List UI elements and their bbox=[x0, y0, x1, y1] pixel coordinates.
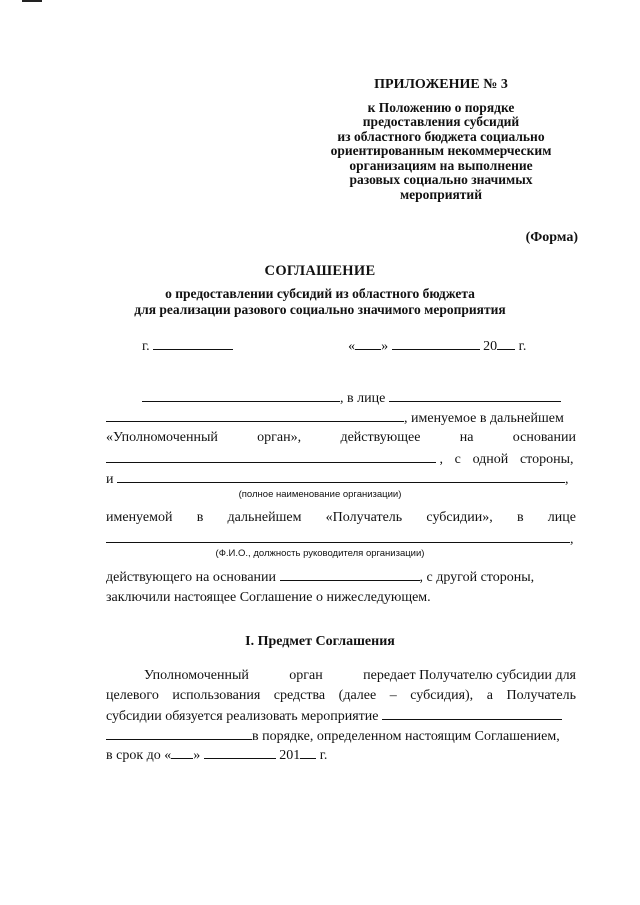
authority-representative-field[interactable] bbox=[389, 389, 561, 402]
head-caption: (Ф.И.О., должность руководителя организации) bbox=[215, 548, 425, 559]
word: субсидии», bbox=[426, 510, 493, 525]
deadline-year-field[interactable] bbox=[300, 746, 316, 759]
word: средства bbox=[273, 688, 326, 703]
appendix-line: из областного бюджета социально bbox=[337, 128, 545, 144]
in-person-text: , в лице bbox=[340, 391, 386, 406]
recipient-basis-field[interactable] bbox=[280, 568, 420, 581]
word: стороны, bbox=[519, 452, 574, 467]
word: действующее bbox=[340, 430, 421, 445]
party2-line1 bbox=[106, 470, 576, 488]
party1-line2 bbox=[106, 409, 576, 427]
section1-line2 bbox=[106, 688, 576, 704]
date-quote-open: « bbox=[348, 339, 356, 354]
word: «Уполномоченный bbox=[106, 430, 218, 445]
event-field-cont[interactable] bbox=[106, 727, 252, 740]
obligation-text: субсидии обязуется реализовать мероприятие bbox=[106, 709, 379, 724]
head-name-field[interactable] bbox=[106, 530, 570, 543]
authority-basis-field[interactable] bbox=[106, 450, 436, 463]
word: передает Получателю субсидии для bbox=[363, 668, 576, 683]
comma: , bbox=[565, 472, 569, 487]
appendix-block bbox=[316, 78, 566, 202]
appendix-line: разовых социально значимых bbox=[349, 172, 533, 187]
word: именуемой bbox=[106, 510, 173, 525]
deadline-year-prefix: 201 bbox=[279, 748, 301, 763]
word: «Получатель bbox=[325, 510, 403, 525]
party2-line5: заключили настоящее Соглашение о нижеследующем. bbox=[106, 590, 431, 605]
appendix-line: предоставления субсидий bbox=[362, 114, 520, 129]
word: субсидия), bbox=[410, 688, 474, 703]
authority-representative-field-cont[interactable] bbox=[106, 409, 404, 422]
word: в bbox=[516, 510, 524, 525]
word: , bbox=[439, 452, 443, 467]
place-date-row bbox=[142, 337, 562, 355]
year-field[interactable] bbox=[497, 337, 515, 350]
party2-line2 bbox=[106, 510, 576, 526]
appendix-line: к Положению о порядке bbox=[367, 99, 515, 115]
subtitle-line: о предоставлении субсидий из областного бюджета bbox=[165, 286, 475, 301]
word: – bbox=[389, 688, 397, 703]
organization-caption: (полное наименование организации) bbox=[238, 489, 402, 500]
organization-name-field[interactable] bbox=[117, 470, 565, 483]
order-text: в порядке, определенном настоящим Соглашением, bbox=[252, 729, 560, 744]
party1-line3 bbox=[106, 430, 576, 446]
document-subtitle bbox=[0, 286, 640, 318]
party2-line4 bbox=[106, 568, 576, 586]
word: использования bbox=[172, 688, 261, 703]
month-field[interactable] bbox=[392, 337, 480, 350]
appendix-line: ориентированным некоммерческим bbox=[330, 143, 552, 158]
section1-line5 bbox=[106, 746, 576, 764]
acting-suffix: , с другой стороны, bbox=[419, 570, 535, 585]
party1-line1 bbox=[142, 389, 576, 407]
event-field[interactable] bbox=[382, 707, 562, 720]
year-suffix: г. bbox=[518, 339, 527, 354]
word: одной bbox=[472, 452, 509, 467]
party1-line4 bbox=[106, 450, 576, 468]
acting-prefix: действующего на основании bbox=[106, 570, 277, 585]
form-label: (Форма) bbox=[525, 230, 578, 245]
date-quote-close: » bbox=[381, 339, 389, 354]
document-title: СОГЛАШЕНИЕ bbox=[264, 263, 376, 279]
word: основании bbox=[512, 430, 576, 445]
appendix-line: организациям на выполнение bbox=[349, 157, 533, 173]
day-field[interactable] bbox=[355, 337, 381, 350]
word: с bbox=[454, 452, 461, 467]
word: Получатель bbox=[506, 688, 576, 703]
word: целевого bbox=[106, 688, 159, 703]
appendix-heading: ПРИЛОЖЕНИЕ № 3 bbox=[374, 77, 508, 92]
authority-name-field[interactable] bbox=[142, 389, 340, 402]
subtitle-line: для реализации разового социально значимого мероприятия bbox=[134, 302, 506, 317]
deadline-prefix: в срок до « bbox=[106, 748, 172, 763]
scan-mark bbox=[22, 0, 42, 2]
city-field[interactable] bbox=[153, 337, 233, 350]
section1-line4 bbox=[106, 727, 576, 745]
word: дальнейшем bbox=[227, 510, 302, 525]
deadline-quote-close: » bbox=[193, 748, 201, 763]
word: лице bbox=[547, 510, 576, 525]
year-prefix: 20 bbox=[483, 339, 498, 354]
section1-line3 bbox=[106, 707, 576, 725]
deadline-month-field[interactable] bbox=[204, 746, 276, 759]
deadline-year-suffix: г. bbox=[319, 748, 328, 763]
word: в bbox=[196, 510, 204, 525]
section1-line1 bbox=[144, 668, 576, 684]
party2-line3 bbox=[106, 530, 576, 548]
word: Уполномоченный bbox=[144, 668, 249, 683]
section-title: I. Предмет Соглашения bbox=[245, 634, 395, 649]
hereinafter-text: , именуемое в дальнейшем bbox=[404, 411, 564, 426]
word: (далее bbox=[338, 688, 377, 703]
comma: , bbox=[570, 532, 574, 547]
word: на bbox=[459, 430, 474, 445]
word: орган», bbox=[257, 430, 302, 445]
and-text: и bbox=[106, 472, 114, 487]
deadline-day-field[interactable] bbox=[171, 746, 193, 759]
appendix-line: мероприятий bbox=[399, 186, 482, 202]
word: а bbox=[486, 688, 493, 703]
word: орган bbox=[289, 668, 323, 683]
city-prefix: г. bbox=[142, 339, 150, 354]
